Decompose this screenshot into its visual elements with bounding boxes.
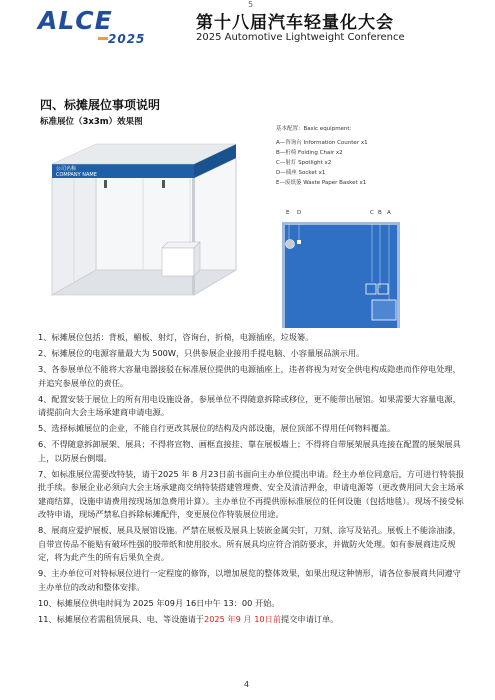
note-item: [38, 363, 468, 390]
equipment-title: 基本配置：Basic equipment:: [276, 126, 352, 132]
equipment-item: C—射灯 Spotlight x2: [276, 160, 332, 166]
page-header: [0, 0, 495, 52]
equipment-item: E—废纸篓 Waste Paper Basket x1: [276, 180, 367, 186]
logo-year: 2025: [108, 32, 146, 46]
note-text: 1、标摊展位包括：背板，楣板、射灯，咨询台，折椅，电源插座，垃圾篓。: [38, 332, 314, 342]
note-text: 8、展商应爱护展板、展具及展馆设施。严禁在展板及展具上装嵌金属尖钉，刀刻、涂写及钻孔。展板上不能涂油漆，自带宣传品不能贴有破坏性强的胶带纸和使用胶水。所有展具均应符合消防要求，并做防火处理。如有参展商违反规定，将为此产生的所有后果负全责。: [38, 525, 461, 562]
booth-floor-plan: [268, 210, 418, 340]
notes-list: [38, 331, 468, 629]
note-item: [38, 331, 468, 345]
top-mark: 5: [248, 0, 254, 9]
conference-title-en: 2025 Automotive Lightweight Conference: [196, 32, 405, 43]
note-text: 提交申请订单。: [281, 613, 339, 624]
note-item: [38, 393, 468, 420]
fascia-text-en: COMPANY NAME: [56, 172, 97, 178]
booth-3d-image: [44, 130, 244, 330]
note-item: [38, 597, 468, 611]
note-text: 11、标摊展位若需租赁展具、电、等设施请于: [38, 613, 204, 624]
note-item: [38, 524, 468, 565]
conference-title-cn: 第十八届汽车轻量化大会: [196, 13, 394, 33]
booth-illustration: [44, 130, 244, 330]
logo-accent-bar: [98, 37, 108, 40]
note-text: 4、配置安装于展位上的所有用电设施设备，参展单位不得随意拆除或移位，更不能带出展馆。如果需要大容量电源，请提前向大会主场承建商申请电源。: [38, 393, 461, 417]
note-text: 3、各参展单位不能将大容量电器接驳在标准展位提供的电源插座上，违者将视为对安全供电构成隐患而作停电处理，并追究参展单位的责任。: [38, 364, 461, 388]
note-item: [38, 567, 468, 594]
alce-logo: [38, 8, 176, 46]
note-item: [38, 438, 468, 465]
section-title: 四、标摊展位事项说明: [40, 98, 161, 112]
floor-plan-diagram: [268, 210, 418, 340]
section-subtitle: 标准展位（3x3m）效果图: [40, 117, 143, 127]
plan-label-b: B: [378, 210, 382, 216]
equipment-item: D—插座 Socket x1: [276, 170, 326, 176]
equipment-item: B—折椅 Folding Chair x2: [276, 150, 343, 156]
logo-text: ALCE: [38, 6, 113, 35]
note-text: 2、标摊展位的电源容量最大为 500W，只供参展企业接用手提电脑、小容量展品演示用。: [38, 348, 365, 358]
equipment-item: A—咨询台 Information Counter x1: [276, 140, 368, 146]
note-item: [38, 468, 468, 522]
page-number: 4: [244, 680, 250, 689]
fascia-text-cn: 公司名称: [56, 166, 77, 172]
note-text: 7、如标准展位需要改特装，请于2025 年 8 月23日前书面向主办单位提出申请。经主办单位同意后，方可进行特装报批手续。参展企业必须向大会主场承建商交纳特装搭建管理费、安全及清洁押金，申请电源等（更改费用同大会主场承建商结算，设施申请费用按现场加急费用计算）。主办单位不再提供原标准展位的任何设施（包括地毯）。现场不接受标改特申请，现场严禁私自拆除标摊配件，变更展位作特装展位用途。: [38, 468, 465, 519]
fascia-company-name: [56, 166, 97, 178]
note-text: 10、标摊展位供电时间为 2025 年09月 16日中午 13：00 开始。: [38, 597, 280, 608]
plan-label-d: D: [297, 210, 302, 216]
note-text: 6、不得随意拆卸展架、展具；不得将宣物、画框直接挂、靠在展板墙上；不得将自带展架展具连接在配置的展架展具上，以防展台倒塌。: [38, 439, 461, 463]
plan-label-c: C: [370, 210, 374, 216]
plan-label-e: E: [286, 210, 290, 216]
equipment-list: [276, 124, 416, 188]
note-item: [38, 347, 468, 361]
note-text: 5、选择标摊展位的企业，不能自行更改其展位的结构及内部设施，展位顶部不得用任何物料覆盖。: [38, 423, 396, 433]
note-item: [38, 613, 468, 627]
note-item: [38, 422, 468, 436]
plan-label-a: A: [387, 210, 391, 216]
note-text: 9、主办单位可对特标展位进行一定程度的修饰，以增加展览的整体效果，如果出现这种情形，请各位参展商共同遵守主办单位的改动和整体安排。: [38, 568, 461, 592]
note-deadline-highlight: 2025 年9 月 10日前: [203, 613, 282, 624]
